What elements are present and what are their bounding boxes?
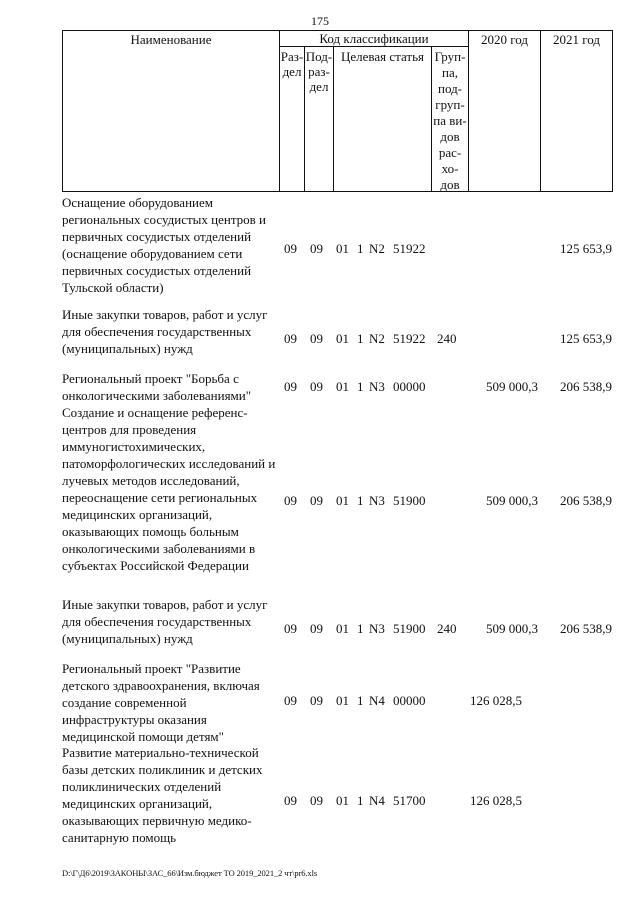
row-subprogram: 1	[357, 693, 364, 708]
row-podrazdel: 09	[310, 331, 323, 346]
row-subprogram: 1	[357, 621, 364, 636]
row-direction: 51700	[393, 793, 426, 808]
header-group: Груп- па, под- груп- па ви- дов рас- хо- дов	[433, 49, 467, 192]
row-podrazdel: 09	[310, 621, 323, 636]
row-name: Региональный проект "Борьба с онкологическими заболеваниями"	[62, 371, 252, 403]
row-program: 01	[336, 331, 349, 346]
row-program: 01	[336, 379, 349, 394]
row-direction: 51900	[393, 493, 426, 508]
row-podrazdel: 09	[310, 379, 323, 394]
row-razdel: 09	[284, 621, 297, 636]
row-project: N2	[369, 241, 385, 256]
row-2020: 126 028,5	[470, 693, 522, 708]
row-program: 01	[336, 621, 349, 636]
row-2021: 206 538,9	[560, 621, 612, 636]
row-2020: 126 028,5	[470, 793, 522, 808]
row-direction: 51922	[393, 331, 426, 346]
row-podrazdel: 09	[310, 241, 323, 256]
row-subprogram: 1	[357, 241, 364, 256]
row-subprogram: 1	[357, 331, 364, 346]
row-project: N3	[369, 379, 385, 394]
row-2021: 125 653,9	[560, 241, 612, 256]
row-razdel: 09	[284, 331, 297, 346]
row-vr: 240	[437, 621, 457, 636]
row-name: Оснащение оборудованием региональных сосудистых центров и первичных сосудистых отделений (оснащение оборудованием сети первичных сосудистых отделений Тульской области)	[62, 195, 267, 295]
header-target: Целевая статья	[340, 49, 424, 64]
row-name: Иные закупки товаров, работ и услуг для обеспечения государственных (муниципальных) нужд	[62, 307, 268, 356]
row-podrazdel: 09	[310, 493, 323, 508]
page-number: 175	[311, 14, 329, 28]
row-razdel: 09	[284, 793, 297, 808]
row-program: 01	[336, 241, 349, 256]
row-2020: 509 000,3	[486, 379, 538, 394]
row-name: Развитие материально-технической базы детских поликлиник и детских поликлинических отделений медицинских организаций, оказывающих первичную медико-санитарную помощь	[62, 745, 263, 845]
row-direction: 00000	[393, 379, 426, 394]
row-program: 01	[336, 693, 349, 708]
row-program: 01	[336, 493, 349, 508]
header-2020: 2020 год	[481, 32, 528, 47]
header-razdel: Раз- дел	[280, 49, 304, 79]
row-name: Региональный проект "Развитие детского здравоохранения, включая создание современной инфраструктуры оказания медицинской помощи детям"	[62, 661, 260, 744]
file-path-footer: D:\Г\Д6\2019\ЗАКОНЫ\ЗАС_66\Изм.бюджет ТО 2019_2021_2 чт\pr6.xls	[62, 868, 318, 878]
row-2021: 206 538,9	[560, 379, 612, 394]
row-subprogram: 1	[357, 493, 364, 508]
row-project: N3	[369, 621, 385, 636]
row-razdel: 09	[284, 379, 297, 394]
row-2020: 509 000,3	[486, 493, 538, 508]
row-project: N2	[369, 331, 385, 346]
header-podrazdel: Под- раз- дел	[305, 49, 333, 94]
row-subprogram: 1	[357, 793, 364, 808]
row-razdel: 09	[284, 241, 297, 256]
row-direction: 00000	[393, 693, 426, 708]
row-razdel: 09	[284, 693, 297, 708]
row-podrazdel: 09	[310, 693, 323, 708]
header-name: Наименование	[130, 32, 212, 47]
row-direction: 51900	[393, 621, 426, 636]
header-code-group: Код классификации	[319, 31, 429, 46]
row-vr: 240	[437, 331, 457, 346]
row-podrazdel: 09	[310, 793, 323, 808]
row-2021: 206 538,9	[560, 493, 612, 508]
row-2020: 509 000,3	[486, 621, 538, 636]
row-project: N4	[369, 693, 385, 708]
row-project: N4	[369, 793, 385, 808]
row-direction: 51922	[393, 241, 426, 256]
header-2021: 2021 год	[553, 32, 600, 47]
row-name: Иные закупки товаров, работ и услуг для обеспечения государственных (муниципальных) нужд	[62, 597, 268, 646]
row-program: 01	[336, 793, 349, 808]
row-2021: 125 653,9	[560, 331, 612, 346]
row-razdel: 09	[284, 493, 297, 508]
row-subprogram: 1	[357, 379, 364, 394]
row-name: Создание и оснащение референс-центров для проведения иммуногистохимических, патоморфологических исследований и лучевых методов исследований, переоснащение сети региональных медицинских организаций, оказывающих помощь больным онкологическими заболеваниями в субъектах Российской Федерации	[62, 405, 276, 573]
row-project: N3	[369, 493, 385, 508]
